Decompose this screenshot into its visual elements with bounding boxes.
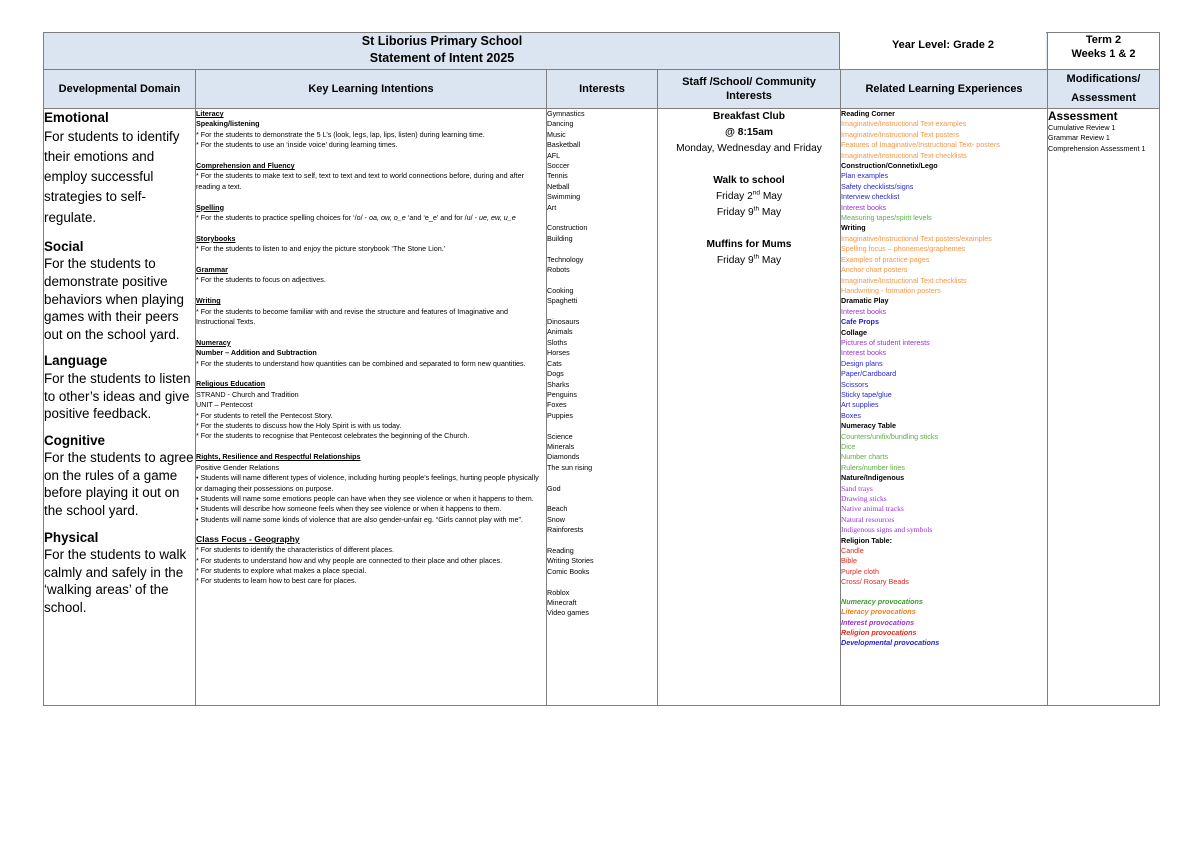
kli-item: * For students to retell the Pentecost Story. — [196, 410, 333, 420]
rle-item: Examples of practice pages — [841, 254, 930, 264]
kli-item: • Students will describe how someone feels when they see violence or when it happens to them. — [196, 504, 502, 514]
interest-item: Writing Stories — [547, 556, 594, 566]
rle-item: Imaginative/Instructional Text posters — [841, 129, 960, 139]
developmental-domain-cell — [44, 109, 196, 706]
rle-item: Interview checklist — [841, 192, 900, 202]
interest-item: Dinosaurs — [547, 317, 580, 327]
interest-item: Art — [547, 202, 557, 212]
interest-item: Science — [547, 431, 573, 441]
interest-item: Tennis — [547, 171, 568, 181]
rle-item: Features of Imaginative/Instructional Text- posters — [841, 140, 1000, 150]
interest-item: Horses — [547, 348, 570, 358]
school-name: St Liborius Primary School — [361, 34, 523, 48]
rle-item: Pictures of student interests — [841, 337, 930, 347]
rle-item: Rulers/number lines — [841, 462, 905, 472]
rle-item: Natural resources — [841, 514, 895, 524]
interest-item: Penguins — [547, 389, 577, 399]
kli-rrrr-sub: Positive Gender Relations — [196, 462, 280, 472]
interest-item: Soccer — [547, 161, 570, 171]
col-header-modifications — [1048, 70, 1160, 109]
rle-item: Cafe Props — [841, 317, 879, 327]
rle-item: Plan examples — [841, 171, 889, 181]
rle-item: Safety checklists/signs — [841, 181, 914, 191]
rle-item: Drawing sticks — [841, 494, 887, 504]
rle-item: Counters/unifix/bundling sticks — [841, 431, 939, 441]
rle-item: Native animal tracks — [841, 504, 904, 514]
term-label: Term 2 — [1085, 34, 1122, 46]
rle-item: Cross/ Rosary Beads — [841, 577, 909, 587]
rle-item: Interest books — [841, 306, 887, 316]
interest-item: Cooking — [547, 285, 574, 295]
rle-item: Sticky tape/glue — [841, 389, 892, 399]
kli-item: * For the students to demonstrate the 5 L’s (look, legs, lap, lips, listen) during learning time. — [196, 129, 485, 139]
interest-item: Spaghetti — [547, 296, 578, 306]
interest-item: Sharks — [547, 379, 570, 389]
col-header-staff-line2: Interests — [726, 90, 772, 102]
col-header-mod-line2: Assessment — [1071, 92, 1136, 104]
rle-item: Paper/Cardboard — [841, 369, 897, 379]
rle-provocation-interest: Interest provocations — [841, 617, 915, 627]
kli-numeracy-heading: Numeracy — [196, 337, 231, 347]
staff-community-cell — [658, 109, 841, 706]
kli-item: * For the students to listen to and enjoy the picture storybook ‘The Stone Lion.’ — [196, 244, 446, 254]
interest-item: Roblox — [547, 587, 570, 597]
rle-item: Design plans — [841, 358, 883, 368]
breakfast-club-label: Breakfast Club — [713, 111, 785, 122]
rle-construction-heading: Construction/Connetix/Lego — [841, 161, 938, 171]
interest-item: Diamonds — [547, 452, 580, 462]
kli-item: * For the students to become familiar with and revise the structure and features of Imaginative and Instructional Texts. — [196, 306, 509, 327]
rle-item: Sand trays — [841, 483, 873, 493]
interest-item: The sun rising — [547, 462, 593, 472]
kli-rrrr-heading: Rights, Resilience and Respectful Relationships — [196, 452, 361, 462]
interest-item: Building — [547, 233, 573, 243]
interest-item: Beach — [547, 504, 568, 514]
interest-item: Reading — [547, 545, 574, 555]
rle-item: Indigenous signs and symbols — [841, 525, 933, 535]
rle-dramatic-play-heading: Dramatic Play — [841, 296, 889, 306]
key-learning-cell — [196, 109, 547, 706]
domain-heading-physical: Physical — [44, 529, 99, 545]
rle-item: Candle — [841, 546, 864, 556]
interest-group-1 — [547, 109, 657, 213]
rle-item: Bible — [841, 556, 857, 566]
col-header-interests: Interests — [547, 70, 658, 109]
interest-item: Puppies — [547, 410, 573, 420]
muffins-date: Friday 9th May — [716, 253, 782, 266]
interest-item: Music — [547, 129, 566, 139]
interest-item: Minerals — [547, 441, 575, 451]
weeks-label: Weeks 1 & 2 — [1071, 48, 1136, 60]
col-header-related: Related Learning Experiences — [841, 70, 1048, 109]
interest-item: Construction — [547, 223, 588, 233]
statement-of-intent-table — [43, 32, 1160, 706]
kli-item: • Students will name some kinds of violence that are also gender-unfair eg. “Girls cannot play with me”. — [196, 514, 523, 524]
domain-text-cognitive: For the students to agree on the rules of a game before playing it out on the school yard. — [44, 450, 194, 519]
interest-item: Gymnastics — [547, 109, 585, 118]
interest-item: Snow — [547, 514, 565, 524]
kli-re-unit: UNIT – Pentecost — [196, 400, 253, 410]
kli-numeracy-sub: Number – Addition and Subtraction — [196, 348, 317, 358]
kli-item: • Students will name different types of violence, including hurting people’s feelings, hurting people physically or damaging their possessions on purpose. — [196, 473, 539, 493]
col-header-mod-line1: Modifications/ — [1066, 73, 1141, 85]
interest-item: Cats — [547, 358, 562, 368]
kli-item: * For students to learn how to best care for places. — [196, 576, 357, 586]
domain-text-physical: For the students to walk calmly and safely in the ‘walking areas’ of the school. — [44, 547, 187, 615]
interest-item: Sloths — [547, 337, 567, 347]
kli-item: * For the students to discuss how the Holy Spirit is with us today. — [196, 421, 402, 431]
rle-item: Interest books — [841, 202, 887, 212]
interest-item: Robots — [547, 265, 570, 275]
rle-collage-heading: Collage — [841, 327, 867, 337]
kli-item: * For students to identify the characteristics of different places. — [196, 545, 395, 555]
walk-date-2: Friday 9th May — [716, 205, 782, 218]
kli-speaking-heading: Speaking/listening — [196, 119, 260, 129]
rle-item: Purple cloth — [841, 566, 879, 576]
rle-provocation-literacy: Literacy provocations — [841, 607, 916, 617]
kli-item: * For the students to focus on adjectives. — [196, 275, 326, 285]
kli-item: * For the students to recognise that Pentecost celebrates the beginning of the Church. — [196, 431, 470, 441]
col-header-key-learning: Key Learning Intentions — [196, 70, 547, 109]
rle-item: Imaginative/Instructional Text posters/examples — [841, 233, 992, 243]
assessment-heading: Assessment — [1048, 109, 1118, 123]
rle-item: Spelling focus – phonemes/graphemes — [841, 244, 966, 254]
interest-item: Animals — [547, 327, 573, 337]
rle-item: Imaginative/Instructional Text checklists — [841, 275, 967, 285]
kli-item: • Students will name some emotions people can have when they see violence or when it happens to them. — [196, 493, 534, 503]
interest-item: AFL — [547, 150, 561, 160]
interest-item: Netball — [547, 181, 570, 191]
assessment-item: Grammar Review 1 — [1048, 133, 1110, 143]
interest-item: Rainforests — [547, 525, 584, 535]
rle-provocation-religion: Religion provocations — [841, 627, 917, 637]
interest-item: Technology — [547, 254, 584, 264]
col-header-staff-line1: Staff /School/ Community — [682, 76, 816, 88]
domain-heading-emotional: Emotional — [44, 110, 109, 125]
domain-text-language: For the students to listen to other’s ideas and give positive feedback. — [44, 370, 191, 422]
kli-class-focus-heading: Class Focus - Geography — [196, 534, 300, 545]
rle-item: Dice — [841, 442, 856, 451]
interest-item: Dogs — [547, 369, 564, 379]
rle-item: Imaginative/Instructional Text checklists — [841, 150, 967, 160]
breakfast-club-time: @ 8:15am — [725, 127, 773, 138]
domain-text-social: For the students to demonstrate positive behaviors when playing games with their peers out on the school yard. — [44, 256, 184, 342]
muffins-label: Muffins for Mums — [706, 239, 792, 250]
domain-text-emotional: For students to identify their emotions and employ successful strategies to self-regulate. — [44, 128, 180, 225]
interests-cell — [547, 109, 658, 706]
rle-religion-heading: Religion Table: — [841, 535, 892, 545]
rle-writing-heading: Writing — [841, 223, 866, 233]
domain-heading-social: Social — [44, 238, 84, 254]
rle-nature-heading: Nature/Indigenous — [841, 473, 905, 483]
kli-item: * For students to explore what makes a place special. — [196, 565, 367, 575]
assessment-cell — [1048, 109, 1160, 706]
rle-reading-corner-heading: Reading Corner — [841, 109, 895, 118]
interest-item: Video games — [547, 608, 589, 618]
rle-item: Boxes — [841, 410, 861, 420]
kli-writing-heading: Writing — [196, 296, 221, 306]
interest-item: Basketball — [547, 140, 581, 150]
walk-date-1: Friday 2nd May — [715, 189, 783, 202]
rle-item: Measuring tapes/spirit levels — [841, 213, 932, 223]
rle-provocation-numeracy: Numeracy provocations — [841, 596, 923, 606]
kli-item: * For the students to use an ‘inside voice’ during learning times. — [196, 140, 398, 150]
interest-item: Minecraft — [547, 597, 577, 607]
col-header-developmental: Developmental Domain — [44, 70, 196, 109]
rle-item: Art supplies — [841, 400, 879, 410]
interest-item: God — [547, 483, 561, 493]
term-cell — [1048, 33, 1160, 70]
assessment-item: Cumulative Review 1 — [1048, 123, 1116, 132]
kli-re-strand: STRAND - Church and Tradition — [196, 389, 299, 399]
rle-numeracy-table-heading: Numeracy Table — [841, 421, 896, 431]
rle-item: Anchor chart posters — [841, 265, 908, 275]
kli-comprehension-heading: Comprehension and Fluency — [196, 161, 295, 171]
interest-item: Dancing — [547, 119, 574, 129]
kli-item: * For the students to understand how quantities can be combined and separated to form new quantities. — [196, 358, 526, 368]
kli-re-heading: Religious Education — [196, 379, 266, 389]
interest-item: Foxes — [547, 400, 567, 410]
kli-storybooks-heading: Storybooks — [196, 233, 236, 243]
year-level-cell — [839, 32, 1046, 69]
interest-item: Comic Books — [547, 566, 590, 576]
kli-spelling-heading: Spelling — [196, 202, 224, 212]
kli-literacy-heading: Literacy — [196, 109, 224, 118]
interest-item: Swimming — [547, 192, 581, 202]
related-learning-cell — [841, 109, 1048, 706]
kli-grammar-heading: Grammar — [196, 265, 228, 275]
year-level-label: Year Level: Grade 2 — [891, 39, 995, 51]
col-header-staff — [658, 70, 841, 109]
assessment-item: Comprehension Assessment 1 — [1048, 143, 1146, 153]
rle-item: Handwriting - formation posters — [841, 285, 941, 295]
document-title: Statement of Intent 2025 — [369, 51, 515, 65]
kli-item: * For the students to make text to self, text to text and text to world connections before, during and after reading a text. — [196, 171, 525, 191]
walk-to-school-label: Walk to school — [713, 175, 785, 186]
kli-item: * For students to understand how and why people are connected to their place and other places. — [196, 555, 503, 565]
kli-spelling-item: * For the students to practice spelling choices for ‘/o/ - oa, ow, o_e ‘and ‘e_e’ and for /u/ - ue, ew, u_e — [196, 213, 516, 223]
rle-item: Number charts — [841, 452, 889, 462]
breakfast-club-days: Monday, Wednesday and Friday — [676, 143, 822, 154]
rle-item: Imaginative/Instructional Text examples — [841, 119, 967, 129]
rle-item: Interest books — [841, 348, 887, 358]
domain-heading-language: Language — [44, 353, 108, 369]
domain-heading-cognitive: Cognitive — [44, 432, 106, 448]
rle-item: Scissors — [841, 379, 869, 389]
rle-provocation-developmental: Developmental provocations — [841, 638, 940, 648]
